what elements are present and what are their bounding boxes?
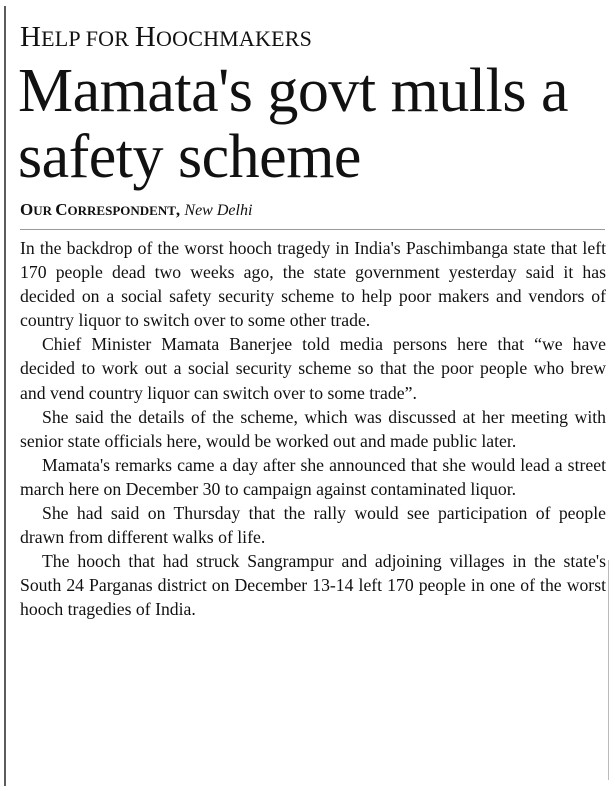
kicker-initial: H xyxy=(134,21,157,53)
kicker-smallcaps: OOCHMAKERS xyxy=(156,26,313,51)
right-column-rule xyxy=(608,560,609,780)
author-initial: O xyxy=(20,200,34,219)
article-paragraph: Chief Minister Mamata Banerjee told media persons here that “we have decided to work out a social security scheme so that the poor people who brew and vend country liquor can switch over to some trade”. xyxy=(20,334,606,403)
kicker-initial: H xyxy=(20,21,42,53)
article-paragraph: She had said on Thursday that the rally would see participation of people drawn from different walks of life. xyxy=(20,503,606,548)
article-headline: Mamata's govt mulls a safety scheme xyxy=(18,57,568,191)
byline-location: New Delhi xyxy=(184,202,253,219)
byline-divider xyxy=(20,229,605,230)
article-byline xyxy=(20,200,252,221)
author-initial: C xyxy=(55,200,68,219)
article-paragraph: In the backdrop of the worst hooch tragedy in India's Paschimbanga state that left 170 people dead two weeks ago, the state government yesterday said it has decided on a social safety security scheme to help poor makers and vendors of country liquor to switch over to some other trade. xyxy=(20,238,606,331)
author-smallcaps: UR xyxy=(33,203,56,218)
kicker-smallcaps: ELP FOR xyxy=(41,26,135,51)
article-body xyxy=(20,236,606,622)
article-paragraph: She said the details of the scheme, which was discussed at her meeting with senior state officials here, would be worked out and made public later. xyxy=(20,406,606,451)
article-paragraph: The hooch that had struck Sangrampur and adjoining villages in the state's South 24 Parganas district on December 13-14 left 170 people in one of the worst hooch tragedies of India. xyxy=(20,551,606,620)
article-kicker xyxy=(20,22,312,54)
author-smallcaps: ORRESPONDENT xyxy=(67,203,176,218)
byline-separator: , xyxy=(175,200,181,219)
article-paragraph: Mamata's remarks came a day after she announced that she would lead a street march here on December 30 to campaign against contaminated liquor. xyxy=(20,454,606,499)
left-column-rule xyxy=(4,6,6,786)
byline-author xyxy=(20,200,180,219)
